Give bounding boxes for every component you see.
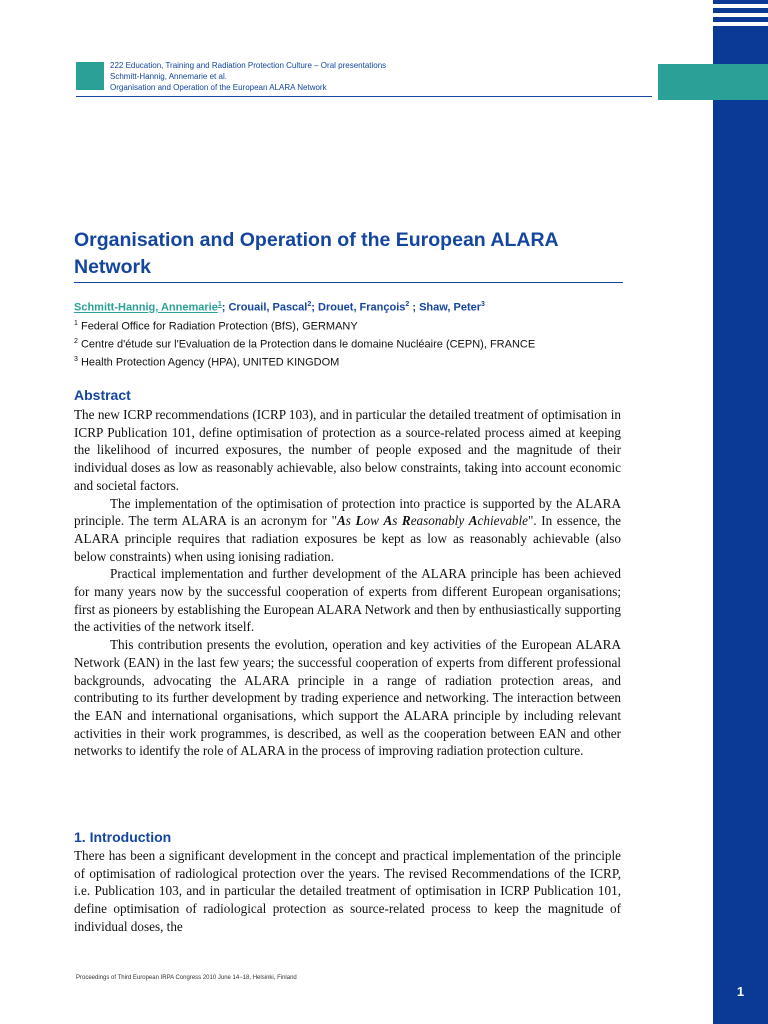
header-line-3: Organisation and Operation of the European ALARA Network xyxy=(110,83,327,92)
bar-stripe xyxy=(713,13,768,17)
header-line-2: Schmitt-Hannig, Annemarie et al. xyxy=(110,72,227,81)
affiliation-num: 2 xyxy=(74,338,78,345)
author-sep: ; xyxy=(409,301,420,314)
affiliation-1 xyxy=(74,320,358,333)
right-margin-bar xyxy=(713,0,768,1024)
affiliation-num: 3 xyxy=(74,356,78,363)
affiliation-num: 1 xyxy=(74,320,78,327)
acronym-letter: A xyxy=(336,513,346,529)
affiliation-text: Centre d'étude sur l'Evaluation de la Protection dans le domaine Nucléaire (CEPN), FRANCE xyxy=(80,338,536,351)
text-run: chievable xyxy=(477,513,529,529)
author-4-sup: 3 xyxy=(481,301,485,308)
text-run: s xyxy=(345,513,356,529)
abstract-paragraph-1: The new ICRP recommendations (ICRP 103), and in particular the detailed treatment of optimisation in ICRP Publication 101, define optimisation of protection as a source-related process aimed at keeping the likelihood of incurred exposures, the number of people exposed and the magnitude of their individual doses as low as reasonably achievable, also below constraints, taking into account economic and societal factors. xyxy=(74,407,621,493)
running-header xyxy=(110,60,386,93)
author-sep: ; xyxy=(311,301,318,314)
text-run: easonably xyxy=(410,513,469,529)
author-4: Shaw, Peter xyxy=(419,301,482,314)
abstract-paragraph-4: This contribution presents the evolution, operation and key activities of the European ALARA Network (EAN) in the last few years; the successful cooperation of experts from different professional backgrounds, advocating the ALARA principle in a range of radiation protection areas, and contributing to its further development by trading experience and networking. The interaction between the EAN and international organisations, which support the ALARA principle by including relevant activities in their work programmes, is described, as well as the cooperation between EAN and other networks to identify the role of ALARA in the process of improving radiation protection culture. xyxy=(74,637,621,759)
affiliation-text: Health Protection Agency (HPA), UNITED KINGDOM xyxy=(80,356,340,369)
introduction-paragraph-1: There has been a significant development in the concept and practical implementation of the principle of optimisation of radiological protection over the years. The revised Recommendations of the ICRP, i.e. Publication 103, and in particular the detailed treatment of optimisation in ICRP Publication 101, define optimisation of radiological protection as source-related process to keep the magnitude of individual doses, the xyxy=(74,848,621,934)
author-list xyxy=(74,301,485,314)
abstract-paragraph-2 xyxy=(74,495,621,566)
author-1[interactable]: Schmitt-Hannig, Annemarie xyxy=(74,301,218,314)
acronym-letter: L xyxy=(355,513,364,529)
author-1-sup: 1 xyxy=(217,301,222,308)
header-square xyxy=(76,62,104,90)
bar-stripe xyxy=(713,4,768,8)
introduction-heading: 1. Introduction xyxy=(74,829,172,845)
text-run: ". In essence, the ALARA principle requires that radiation exposures be kept as low as reasonably achievable (also below constraints) when using ionising radiation. xyxy=(74,513,621,564)
bar-stripe xyxy=(713,22,768,26)
abstract-paragraph-3: Practical implementation and further development of the ALARA principle has been achieved for many years now by the successful cooperation of experts from different European organisations; first as pioneers by establishing the European ALARA Network and then by enthusiastically supporting the activities of the network itself. xyxy=(74,566,621,635)
abstract-heading: Abstract xyxy=(74,387,131,403)
author-3: Drouet, François xyxy=(318,301,406,314)
introduction-body xyxy=(74,847,621,936)
acronym-letter: R xyxy=(401,513,411,529)
affiliation-3 xyxy=(74,356,339,369)
acronym-letter: A xyxy=(383,513,393,529)
author-2: Crouail, Pascal xyxy=(228,301,308,314)
abstract-body xyxy=(74,406,621,760)
affiliation-text: Federal Office for Radiation Protection (BfS), GERMANY xyxy=(80,320,358,333)
header-rule xyxy=(76,96,652,97)
page-number: 1 xyxy=(736,984,745,999)
header-teal-tab xyxy=(658,64,768,100)
acronym-letter: A xyxy=(468,513,478,529)
title-rule xyxy=(74,282,623,283)
text-run: The implementation of the optimisation of protection into practice is supported by the ALARA principle. The term ALARA is an acronym for " xyxy=(74,495,621,529)
header-line-1: 222 Education, Training and Radiation Protection Culture – Oral presentations xyxy=(110,61,387,70)
text-run: ow xyxy=(363,513,384,529)
affiliation-2 xyxy=(74,338,535,351)
paper-title: Organisation and Operation of the European ALARA Network xyxy=(74,229,558,278)
text-run: s xyxy=(392,513,402,529)
author-2-sup: 2 xyxy=(307,301,312,308)
footer-proceedings: Proceedings of Third European IRPA Congress 2010 June 14−18, Helsinki, Finland xyxy=(76,975,297,981)
author-sep: ; xyxy=(221,301,229,314)
author-3-sup: 2 xyxy=(405,301,410,308)
